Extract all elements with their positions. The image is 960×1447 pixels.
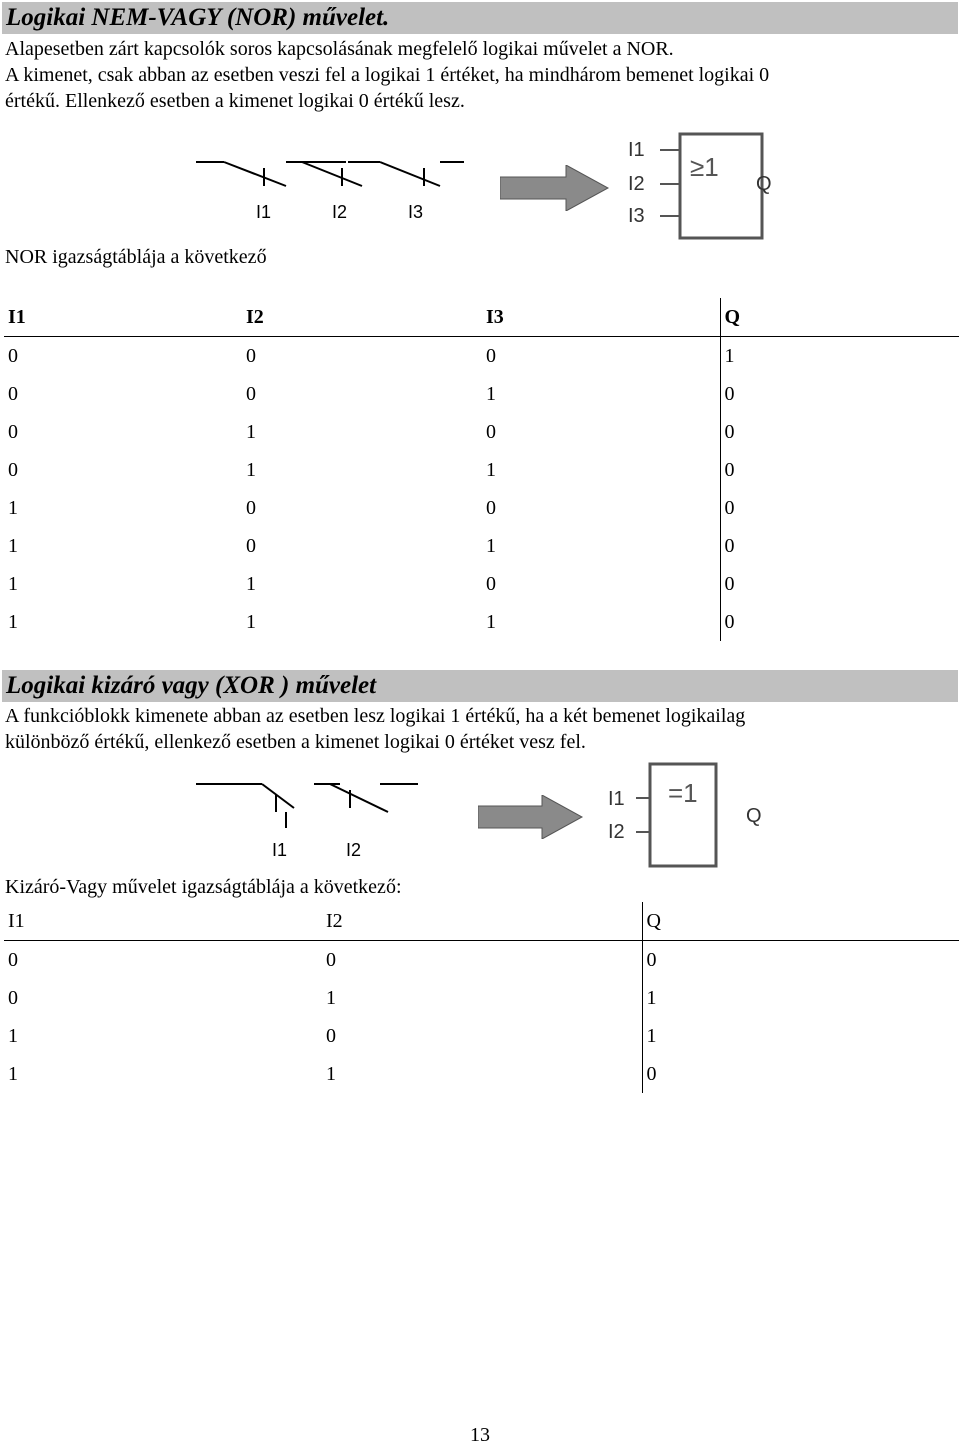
- table-row: [4, 413, 959, 451]
- table-cell: 1: [486, 458, 496, 481]
- table-cell: 0: [8, 382, 18, 405]
- table-cell: 1: [486, 610, 496, 633]
- table-cell: 0: [720, 565, 959, 603]
- table-row: [4, 1055, 959, 1093]
- table-cell: 0: [246, 344, 256, 367]
- nor-description: [5, 36, 769, 114]
- xor-header-i2: I2: [322, 902, 642, 941]
- xor-switch-label-i1: I1: [272, 840, 288, 860]
- xor-truth-table: [4, 902, 959, 1093]
- table-cell: 0: [720, 603, 959, 641]
- table-cell: 1: [246, 458, 256, 481]
- xor-gate-input-i2: I2: [608, 821, 625, 843]
- nor-header-i2: I2: [242, 298, 482, 337]
- xor-description: [5, 703, 745, 755]
- xor-header-q: Q: [642, 902, 959, 941]
- xor-header-i1: I1: [4, 902, 322, 941]
- table-cell: 0: [486, 344, 496, 367]
- arrow-right-icon: [478, 795, 588, 839]
- table-row: [4, 603, 959, 641]
- nor-truth-table: [4, 298, 959, 641]
- xor-switch-label-i2: I2: [346, 840, 362, 860]
- xor-desc-line: A funkcióblokk kimenete abban az esetben lesz logikai 1 értékű, ha a két bemenet logikailag: [5, 705, 746, 727]
- nor-table-header-row: [4, 298, 959, 337]
- table-cell: 0: [8, 420, 18, 443]
- table-cell: 0: [326, 948, 336, 971]
- table-cell: 0: [720, 489, 959, 527]
- table-cell: 1: [8, 610, 18, 633]
- table-cell: 0: [720, 375, 959, 413]
- nor-gate-input-i3: I3: [628, 205, 645, 227]
- table-cell: 0: [486, 572, 496, 595]
- nor-header-i3: I3: [482, 298, 720, 337]
- nor-switch-diagram: [190, 150, 480, 230]
- table-cell: 0: [8, 458, 18, 481]
- xor-table-caption: Kizáró-Vagy művelet igazságtáblája a következő:: [5, 876, 402, 898]
- table-row: [4, 337, 959, 376]
- table-cell: 0: [642, 1055, 959, 1093]
- xor-desc-line: különböző értékű, ellenkező esetben a kimenet logikai 0 értéket vesz fel.: [5, 731, 586, 753]
- table-cell: 1: [326, 986, 336, 1009]
- table-cell: 1: [8, 572, 18, 595]
- page-number: 13: [470, 1424, 490, 1446]
- table-cell: 1: [642, 1017, 959, 1055]
- nor-gate-output-q: Q: [756, 173, 772, 195]
- nor-gate-symbol: [620, 130, 790, 242]
- nor-gate-symbol-label: ≥1: [690, 152, 719, 182]
- table-row: [4, 451, 959, 489]
- table-cell: 1: [326, 1062, 336, 1085]
- xor-gate-symbol: [600, 760, 780, 870]
- table-cell: 1: [246, 572, 256, 595]
- nor-switch-label-i1: I1: [256, 202, 272, 222]
- arrow-right-icon: [500, 165, 610, 211]
- nor-header-q: Q: [720, 298, 959, 337]
- table-cell: 1: [720, 337, 959, 376]
- xor-gate-symbol-label: =1: [668, 778, 698, 808]
- nor-table-caption: NOR igazságtáblája a következő: [5, 246, 267, 268]
- nor-desc-line: értékű. Ellenkező esetben a kimenet logikai 0 értékű lesz.: [5, 90, 465, 112]
- table-cell: 0: [8, 948, 18, 971]
- table-cell: 0: [720, 413, 959, 451]
- nor-heading: Logikai NEM-VAGY (NOR) művelet.: [2, 2, 958, 34]
- nor-header-i1: I1: [4, 298, 242, 337]
- table-cell: 0: [246, 382, 256, 405]
- nor-gate-input-i1: I1: [628, 139, 645, 161]
- table-row: [4, 979, 959, 1017]
- nor-desc-line: A kimenet, csak abban az esetben veszi fel a logikai 1 értéket, ha mindhárom bemenet logikai 0: [5, 64, 770, 86]
- table-cell: 0: [642, 941, 959, 980]
- table-cell: 0: [8, 344, 18, 367]
- table-cell: 0: [246, 534, 256, 557]
- table-row: [4, 375, 959, 413]
- xor-table-header-row: [4, 902, 959, 941]
- nor-desc-line: Alapesetben zárt kapcsolók soros kapcsolásának megfelelő logikai művelet a NOR.: [5, 38, 674, 60]
- table-row: [4, 565, 959, 603]
- table-cell: 0: [720, 451, 959, 489]
- table-row: [4, 941, 959, 980]
- table-cell: 0: [8, 986, 18, 1009]
- table-cell: 1: [246, 610, 256, 633]
- xor-heading: Logikai kizáró vagy (XOR ) művelet: [2, 670, 958, 702]
- table-row: [4, 1017, 959, 1055]
- table-cell: 0: [246, 496, 256, 519]
- table-cell: 1: [246, 420, 256, 443]
- table-cell: 1: [8, 1024, 18, 1047]
- xor-gate-output-q: Q: [746, 805, 762, 827]
- nor-gate-input-i2: I2: [628, 173, 645, 195]
- table-cell: 0: [326, 1024, 336, 1047]
- table-cell: 1: [642, 979, 959, 1017]
- table-cell: 0: [720, 527, 959, 565]
- nor-switch-label-i2: I2: [332, 202, 348, 222]
- xor-switch-diagram: [190, 772, 420, 864]
- table-row: [4, 489, 959, 527]
- table-cell: 1: [8, 534, 18, 557]
- table-cell: 0: [486, 420, 496, 443]
- table-cell: 1: [8, 496, 18, 519]
- nor-switch-label-i3: I3: [408, 202, 424, 222]
- table-row: [4, 527, 959, 565]
- table-cell: 1: [486, 382, 496, 405]
- table-cell: 1: [8, 1062, 18, 1085]
- xor-gate-input-i1: I1: [608, 788, 625, 810]
- table-cell: 0: [486, 496, 496, 519]
- table-cell: 1: [486, 534, 496, 557]
